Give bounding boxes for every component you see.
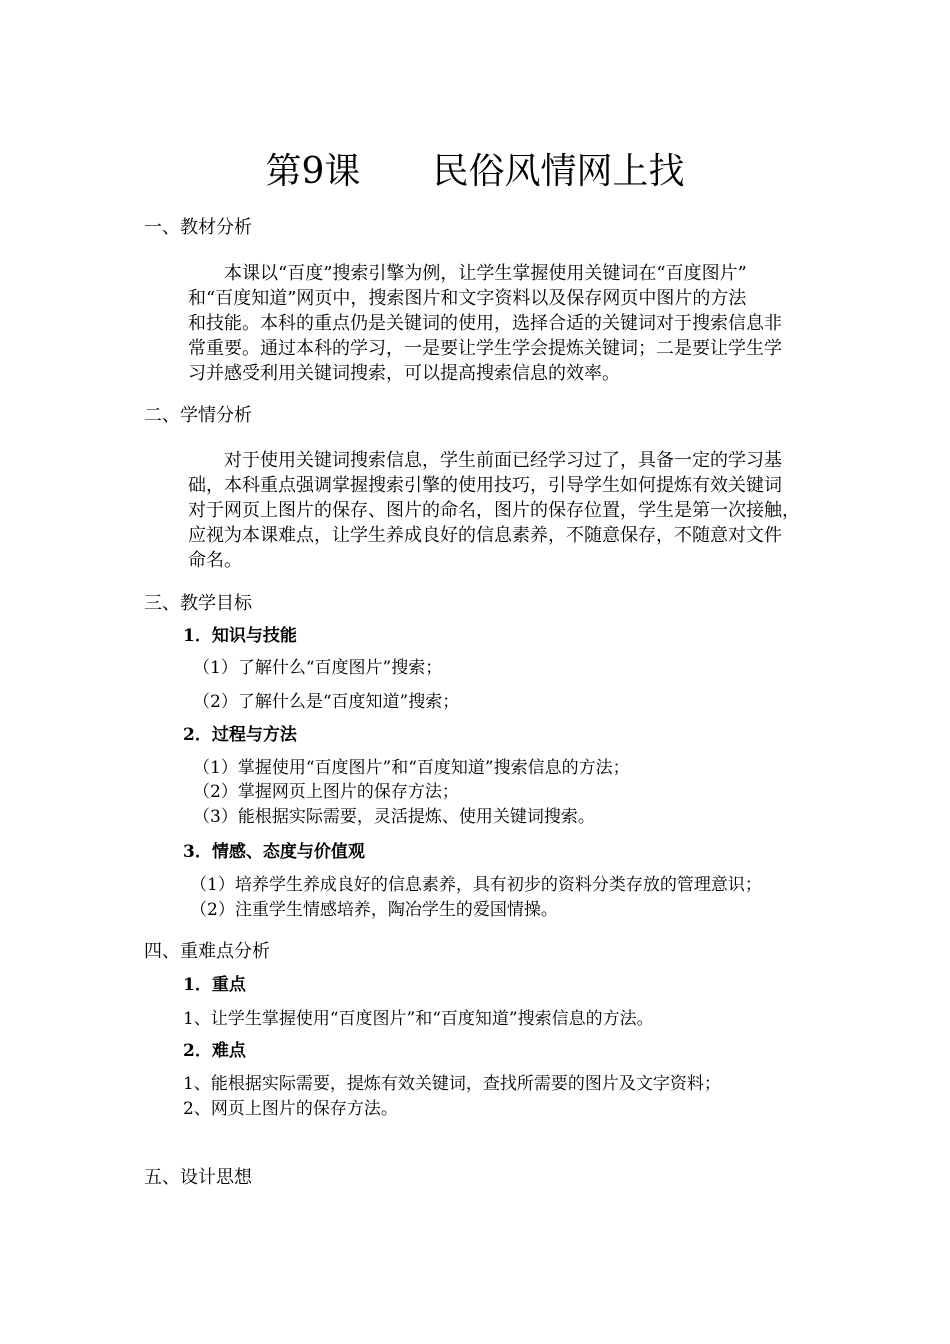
list-item: （2）掌握网页上图片的保存方法；	[193, 782, 459, 802]
paragraph-line: 础，本科重点强调掌握搜索引擎的使用技巧，引导学生如何提炼有效关键词	[188, 475, 782, 496]
list-item: （1）培养学生养成良好的信息素养，具有初步的资料分类存放的管理意识；	[190, 875, 762, 895]
section-2-paragraph	[188, 448, 800, 573]
list-item: （1）了解什么“百度图片”搜索；	[193, 658, 443, 678]
section-heading-4: 四、重难点分析	[144, 941, 270, 962]
paragraph-line: 对于网页上图片的保存、图片的命名，图片的保存位置，学生是第一次接触，	[188, 500, 800, 521]
subheading-knowledge-skills: 1．知识与技能	[183, 626, 297, 646]
paragraph-line: 命名。	[188, 550, 242, 571]
subheading-process-method: 2．过程与方法	[183, 725, 297, 745]
paragraph-line: 本课以“百度”搜索引擎为例，让学生掌握使用关键词在“百度图片”	[188, 263, 747, 284]
section-heading-2: 二、学情分析	[144, 405, 252, 426]
list-item: （2）了解什么是“百度知道”搜索；	[193, 692, 460, 712]
lesson-name: 民俗风情网上找	[432, 151, 685, 192]
list-item: 1、让学生掌握使用“百度图片”和“百度知道”搜索信息的方法。	[183, 1009, 654, 1029]
list-item: （2）注重学生情感培养，陶冶学生的爱国情操。	[190, 900, 558, 920]
section-heading-1: 一、教材分析	[144, 217, 252, 238]
lesson-number: 第9课	[265, 151, 361, 192]
subheading-difficult-points: 2．难点	[183, 1041, 246, 1061]
subheading-key-points: 1．重点	[183, 975, 246, 995]
list-item: （3）能根据实际需要，灵活提炼、使用关键词搜索。	[193, 807, 595, 827]
section-heading-3: 三、教学目标	[144, 593, 252, 614]
section-heading-5: 五、设计思想	[144, 1167, 252, 1188]
section-1-paragraph	[188, 261, 782, 386]
list-item: 1、能根据实际需要，提炼有效关键词，查找所需要的图片及文字资料；	[183, 1074, 721, 1094]
paragraph-line: 习并感受利用关键词搜索，可以提高搜索信息的效率。	[188, 363, 620, 384]
paragraph-line: 应视为本课难点，让学生养成良好的信息素养，不随意保存，不随意对文件	[188, 525, 782, 546]
subheading-attitude-values: 3．情感、态度与价值观	[183, 842, 365, 862]
paragraph-line: 对于使用关键词搜索信息，学生前面已经学习过了，具备一定的学习基	[188, 450, 782, 471]
list-item: 2、网页上图片的保存方法。	[183, 1099, 398, 1119]
paragraph-line: 和技能。本科的重点仍是关键词的使用，选择合适的关键词对于搜索信息非	[188, 313, 782, 334]
list-item: （1）掌握使用“百度图片”和“百度知道”搜索信息的方法；	[193, 758, 630, 778]
paragraph-line: 常重要。通过本科的学习，一是要让学生学会提炼关键词；二是要让学生学	[188, 338, 782, 359]
page-title	[0, 148, 950, 196]
paragraph-line: 和“百度知道”网页中，搜索图片和文字资料以及保存网页中图片的方法	[188, 288, 747, 309]
